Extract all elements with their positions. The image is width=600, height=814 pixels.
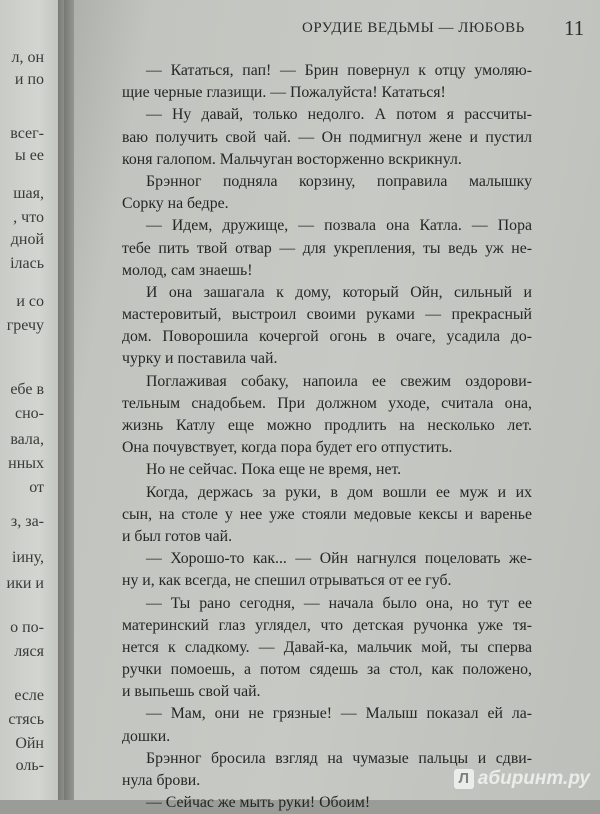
- text-line: нула брови.: [122, 772, 201, 789]
- text-line: ручки помоешь, а потом сядешь за стол, как положено,: [122, 661, 532, 679]
- text-line: Поглаживая собаку, напоила ее свежим оздорови-: [146, 372, 532, 390]
- text-line: Но не сейчас. Пока еще не время, нет.: [146, 461, 402, 479]
- page-body-text: [122, 60, 532, 814]
- text-line: Сорку на бедре.: [122, 195, 229, 213]
- text-line: молод, сам знаешь!: [122, 261, 253, 279]
- text-line: нется к сладкому. — Давай-ка, мальчик мой, ты сперва: [122, 638, 532, 656]
- left-page-fragment: дной: [10, 231, 44, 248]
- text-line: жизнь Катлу еще можно продлить на несколько лет.: [122, 417, 532, 434]
- left-page-fragment: Ойн: [15, 735, 44, 752]
- left-page-fragment: сно-: [15, 405, 44, 422]
- text-line: Она почувствует, когда пора будет его отпустить.: [122, 439, 453, 457]
- text-line: — Кататься, пап! — Брин повернул к отцу умоляю-: [146, 62, 532, 79]
- left-page-fragment: есле: [14, 687, 44, 704]
- left-page-fragment: нных: [8, 455, 44, 472]
- text-line: — Ты рано сегодня, — начала было она, но тут ее: [146, 594, 532, 612]
- text-line: дошки.: [122, 727, 171, 745]
- text-line: и был готов чай.: [122, 527, 233, 545]
- text-line: И она зашагала к дому, который Ойн, сильный и: [146, 283, 532, 301]
- labirint-watermark: [454, 768, 590, 790]
- text-line: ну и, как всегда, не спешил отрываться от ее губ.: [122, 572, 452, 590]
- text-line: ваю получить свой чай. — Он подмигнул жене и пустил: [122, 128, 532, 146]
- left-page-fragment: л, он: [11, 49, 44, 66]
- left-page-fragment: з, за-: [10, 513, 44, 530]
- book-page: [74, 0, 600, 812]
- left-page-fragment: от: [29, 479, 44, 496]
- text-line: — Мам, они не грязные! — Малыш показал ей ла-: [146, 705, 532, 723]
- left-page-fragment: шая,: [13, 185, 44, 202]
- text-line: — Идем, дружище, — позвала она Катла. — Пора: [146, 217, 532, 235]
- left-page-fragment: и по: [14, 71, 44, 88]
- text-line: — Хорошо-то как... — Ойн нагнулся поцеловать же-: [146, 550, 532, 568]
- text-line: Брэнног подняла корзину, поправила малышку: [146, 172, 532, 190]
- text-line: тельным снадобьем. При должном уходе, считала она,: [122, 394, 532, 412]
- left-page-fragment: ебе в: [10, 381, 44, 398]
- text-line: Когда, держась за руки, в дом вошли ее муж и их: [146, 483, 532, 501]
- left-page-fragment: ляся: [14, 643, 44, 660]
- text-line: мастеровитый, выстроил своими руками — прекрасный: [122, 306, 532, 324]
- watermark-text: абиринт.ру: [477, 768, 590, 789]
- text-line: чурку и поставила чай.: [122, 350, 278, 368]
- left-page-fragment: о по-: [10, 619, 44, 636]
- page-number: 11: [564, 16, 585, 40]
- left-page-fragment: ы ее: [15, 147, 44, 164]
- left-page-fragment: всег-: [10, 125, 44, 142]
- text-line: — Сейчас же мыть руки! Обоим!: [146, 794, 371, 812]
- left-page-fragment: гречу: [6, 317, 44, 334]
- left-page-fragment: ілась: [10, 255, 44, 272]
- labirint-logo-icon: Л: [454, 769, 474, 789]
- previous-page-edge: [0, 0, 64, 800]
- left-page-fragment: ики и: [6, 575, 44, 592]
- text-line: коня галопом. Мальчуган восторженно вскрикнул.: [122, 150, 462, 168]
- text-line: сын, на столе у нее уже стояли медовые кексы и варенье: [122, 505, 532, 523]
- text-line: материнский глаз углядел, что детская ручонка уже тя-: [122, 616, 532, 634]
- text-line: щие черные глазищи. — Пожалуйста! Кататься!: [122, 84, 446, 102]
- running-header-title: ОРУДИЕ ВЕДЬМЫ — ЛЮБОВЬ: [302, 20, 525, 36]
- text-line: дом. Поворошила кочергой огонь в очаге, усадила до-: [122, 328, 532, 346]
- text-line: — Ну давай, только недолго. А потом я рассчиты-: [146, 106, 532, 124]
- left-page-fragment: стясь: [8, 711, 44, 728]
- left-page-fragment: и со: [16, 293, 44, 310]
- text-line: и выпьешь свой чай.: [122, 683, 261, 701]
- left-page-fragment: іину,: [12, 549, 44, 566]
- left-page-fragment: вала,: [10, 431, 44, 448]
- running-header: [302, 16, 600, 44]
- left-page-fragment: оль-: [15, 757, 44, 774]
- text-line: тебе пить твой отвар — для укрепления, ты ведь уж не-: [122, 239, 532, 257]
- left-page-fragment: , что: [13, 209, 44, 226]
- text-line: Брэнног бросила взгляд на чумазые пальцы и сдви-: [146, 749, 532, 767]
